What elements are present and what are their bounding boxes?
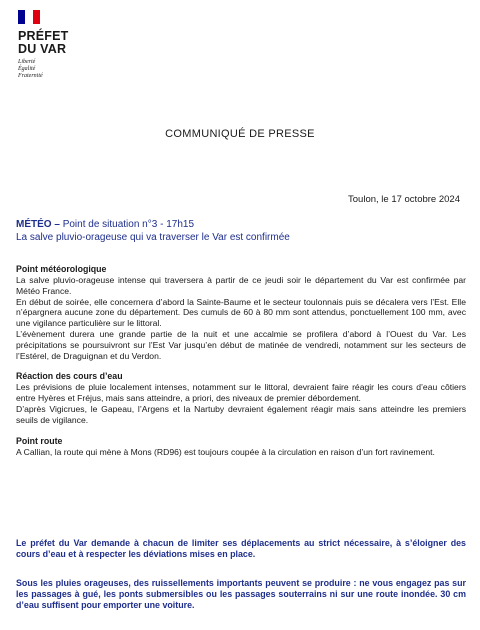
callout-text: Le préfet du Var demande à chacun de limiter ses déplacements au strict nécessaire, à s’éloigner des cours d’eau et à respecter les déviations mises en place. <box>16 538 466 560</box>
section-paragraph: D’après Vigicrues, le Gapeau, l’Argens et la Nartuby devraient également réagir mais sans atteindre les premiers seuils de vigilance. <box>16 403 466 425</box>
place-and-date: Toulon, le 17 octobre 2024 <box>348 194 460 205</box>
republic-motto <box>18 59 69 80</box>
section-meteo <box>16 264 466 361</box>
section-paragraph: A Callian, la route qui mène à Mons (RD96) est toujours coupée à la circulation en raison d’un fort ravinement. <box>16 446 435 457</box>
motto-egalite: Égalité <box>18 66 36 72</box>
section-cours-d-eau <box>16 371 466 425</box>
prefecture-name-line-1: PRÉFET <box>18 29 69 43</box>
section-heading: Point route <box>16 435 63 446</box>
section-paragraph: L’évènement durera une grande partie de la nuit et une accalmie se profilera d’abord à l’Ouest du Var. Les précipitations se poursuivront sur l’Est Var jusqu’en début de matinée de vendredi, notamment sur les secteurs de l’Estérel, de Draguignan et du Verdon. <box>16 328 466 361</box>
section-paragraph: Les prévisions de pluie localement intenses, notamment sur le littoral, devraient faire réagir les cours d’eau côtiers entre Hyères et Fréjus, mais sans atteindre, a priori, des niveaux de premier débordement. <box>16 382 466 404</box>
headline-situation: Point de situation n°3 - 17h15 <box>62 219 195 230</box>
section-paragraph: En début de soirée, elle concernera d’abord la Sainte-Baume et le secteur toulonnais puis se décalera vers l’Est. Elle n’épargnera aucune zone du département. Des cumuls de 60 à 80 mm sont attendus, ponctuellement 100 mm, avec une vigilance particulière sur le littoral. <box>16 296 466 329</box>
headline-line-1 <box>16 218 466 231</box>
headline <box>16 218 466 244</box>
section-heading: Réaction des cours d’eau <box>16 371 123 382</box>
flag-stripe-white <box>25 10 32 24</box>
prefecture-logo <box>18 10 69 80</box>
document-body <box>16 264 466 467</box>
section-point-route <box>16 436 466 458</box>
prefecture-name <box>18 30 69 56</box>
flag-stripe-red <box>33 10 40 24</box>
french-flag-icon <box>18 10 40 24</box>
flag-stripe-blue <box>18 10 25 24</box>
prefecture-name-line-2: DU VAR <box>18 42 67 56</box>
motto-liberte: Liberté <box>18 59 36 65</box>
section-paragraph: La salve pluvio-orageuse intense qui traversera à partir de ce jeudi soir le département du Var est confirmée par Météo France. <box>16 275 466 296</box>
section-heading: Point météorologique <box>16 264 107 274</box>
callout-text: Sous les pluies orageuses, des ruissellements importants peuvent se produire : ne vous engagez pas sur les passages à gué, les ponts submersibles ou les passages souterrains ni sur une route inondée. 30 cm d’eau suffisent pour emporter une voiture. <box>16 578 466 611</box>
headline-line-2: La salve pluvio-orageuse qui va traverser le Var est confirmée <box>16 232 290 243</box>
headline-lead: MÉTÉO – <box>16 219 60 230</box>
document-title: COMMUNIQUÉ DE PRESSE <box>165 128 315 140</box>
callout-safety-warning <box>16 578 466 612</box>
motto-fraternite: Fraternité <box>18 73 43 79</box>
callout-prefect-request <box>16 538 466 560</box>
